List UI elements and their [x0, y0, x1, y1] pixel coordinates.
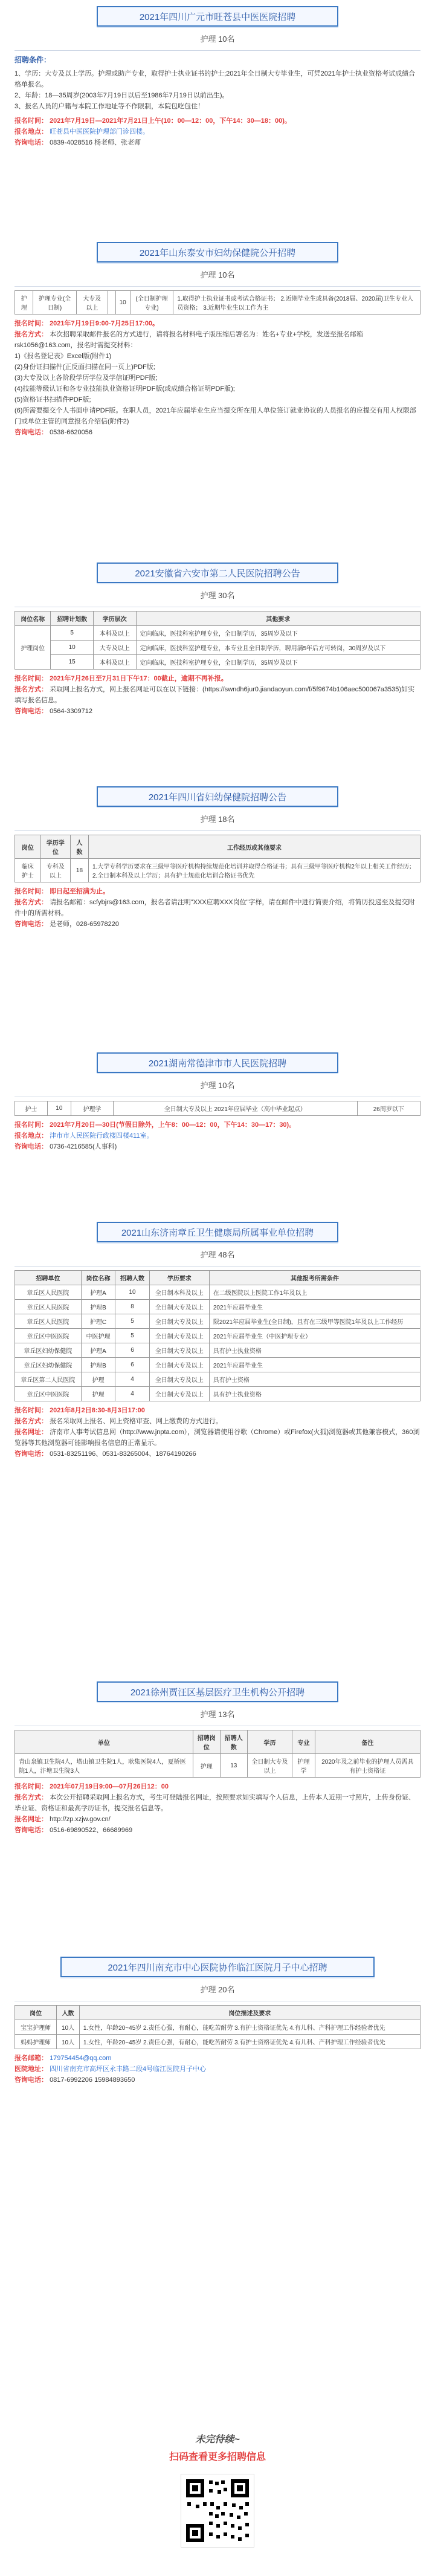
- section-8-phone-label: 咨询电话：: [14, 2076, 48, 2084]
- section-8-phone-value: 0817-6992206 15984893650: [50, 2076, 135, 2084]
- section-7-phone-label: 咨询电话：: [14, 1827, 48, 1834]
- section-1-place: [14, 126, 420, 137]
- table-cell: 章丘区妇幼保健院: [15, 1358, 82, 1372]
- table-cell: 妈妈护理师: [15, 2035, 57, 2049]
- table-header: 学历层次: [94, 611, 137, 626]
- section-1-place-label: 报名地点：: [14, 128, 48, 135]
- table-cell: 护理A: [81, 1343, 115, 1358]
- table-cell: 定向临床，医技科室护理专业，全日制学历，35周岁及以下: [136, 655, 420, 670]
- table-cell: 护理: [193, 1754, 220, 1778]
- qr-code-image[interactable]: [181, 2474, 254, 2548]
- section-6-time-label: 报名时间：: [14, 1407, 48, 1414]
- section-2-time: [14, 318, 420, 329]
- section-3-time-value: 2021年7月26日至7月31日下午17：00截止，逾期不再补报。: [50, 675, 228, 682]
- section-8-email-value[interactable]: 179754454@qq.com: [50, 2055, 112, 2062]
- divider: [14, 50, 420, 51]
- table-row: [15, 1343, 420, 1358]
- section-2: [0, 242, 435, 438]
- table-header-row: [15, 2006, 420, 2020]
- table-cell: 4: [115, 1372, 149, 1387]
- table-cell: 护理: [15, 291, 33, 315]
- table-header: 专业: [292, 1730, 315, 1754]
- section-1-time-value: 2021年7月19日—2021年7月21日上午(10：00—12：00，下午14：30—18：00)。: [50, 117, 291, 125]
- section-6-phone-label: 咨询电话：: [14, 1450, 48, 1458]
- section-3-time-label: 报名时间：: [14, 675, 48, 682]
- section-4-method: [14, 897, 420, 919]
- section-5-place-label: 报名地点：: [14, 1132, 48, 1140]
- table-header: 人数: [71, 835, 89, 859]
- table-cell: 全日制大专及以上: [247, 1754, 292, 1778]
- section-1-cond-label: 招聘条件：: [14, 56, 51, 64]
- table-cell: 章丘区第二人民医院: [15, 1372, 82, 1387]
- table-cell: 10: [47, 1101, 71, 1116]
- section-2-time-value: 2021年7月19日9:00-7月25日17:00。: [50, 320, 160, 327]
- table-cell: 2020年及之前毕业的护理人员需具有护士资格证: [315, 1754, 420, 1778]
- section-5-place: [14, 1130, 420, 1141]
- section-4-time-label: 报名时间：: [14, 888, 48, 895]
- table-cell: 全日制大专及以上: [149, 1343, 209, 1358]
- table-cell: 全日制大专及以上 2021年应届毕业（高中毕业起点）: [113, 1101, 357, 1116]
- footer-subtitle: 扫码查看更多招聘信息: [169, 2452, 266, 2462]
- table-cell: 宝宝护理师: [15, 2020, 57, 2035]
- table-header: 招聘人数: [115, 1271, 149, 1285]
- table-cell: (全日制护理专业): [130, 291, 173, 315]
- section-8-addr: [14, 2064, 420, 2075]
- table-cell: 全日制大专及以上: [149, 1329, 209, 1343]
- table-cell: 章丘区中医医院: [15, 1329, 82, 1343]
- section-3-phone-value: 0564-3309712: [50, 708, 93, 715]
- section-7: [0, 1681, 435, 1836]
- table-cell: 10: [115, 291, 130, 315]
- table-cell: 护理B: [81, 1358, 115, 1372]
- table-cell: 临床护士: [15, 859, 41, 882]
- section-4-title: 2021年四川省妇幼保健院招聘公告: [97, 786, 338, 807]
- section-4-table: [14, 835, 420, 882]
- section-2-count: 护理 10名: [200, 270, 235, 279]
- section-8-email: [14, 2053, 420, 2064]
- section-3-method-value: 采取网上报名方式，网上报名网址可以在以下链接：(https://swndh6jur0.jiandaoyun.com/f/5f9674b106aec500067a3535)如实填写报名信息。: [14, 686, 415, 704]
- table-header-row: [15, 611, 420, 626]
- section-4-time: [14, 886, 420, 897]
- section-3-count: 护理 30名: [200, 591, 235, 600]
- section-3-method: [14, 684, 420, 706]
- table-cell: 专科及以上: [40, 859, 70, 882]
- table-row: [15, 1285, 420, 1300]
- section-7-count: 护理 13名: [200, 1710, 235, 1719]
- section-7-method: [14, 1792, 420, 1814]
- section-5-place-value: 津市市人民医院行政楼四楼411室。: [50, 1132, 153, 1140]
- section-8-email-label: 报名邮箱：: [14, 2055, 48, 2062]
- table-cell: 10人: [57, 2020, 80, 2035]
- table-row: [15, 1387, 420, 1401]
- table-header: 单位: [15, 1730, 193, 1754]
- table-cell: 护理: [81, 1372, 115, 1387]
- section-3-method-label: 报名方式：: [14, 686, 48, 693]
- table-row: [15, 1358, 420, 1372]
- table-header: 岗位: [15, 2006, 57, 2020]
- table-cell: 定向临床，医技科室护理专业，本专业且全日制学历，聘用满5年后方可转岗，30周岁及以下: [136, 641, 420, 655]
- section-7-table: [14, 1730, 420, 1778]
- section-2-material-3: (3)大专及以上各阶段学历学位及学信证明PDF版;: [14, 374, 158, 382]
- table-cell: 10人: [57, 2035, 80, 2049]
- table-header: 岗位描述及要求: [79, 2006, 420, 2020]
- section-8-count: 护理 20名: [200, 1985, 235, 1994]
- table-header-row: [15, 1730, 420, 1754]
- section-5-phone-value: 0736-4216585(人事科): [50, 1143, 117, 1150]
- table-row: [15, 655, 420, 670]
- table-cell: 1.大学专科学历要求在三级甲等医疗机构持续规范化培训并取得合格证书；具有三级甲等医疗机构2年以上相关工作经历； 2.全日制本科及以上学历；具有护士规范化培训合格证书优先: [88, 859, 420, 882]
- section-6-method-label: 报名方式：: [14, 1418, 48, 1425]
- section-6-time: [14, 1405, 420, 1416]
- section-6-count: 护理 48名: [200, 1250, 235, 1259]
- table-cell: 全日制大专及以上: [149, 1300, 209, 1314]
- section-1-count: 护理 10名: [200, 34, 235, 44]
- section-1-phone: [14, 137, 420, 148]
- table-cell: 全日制大专及以上: [149, 1314, 209, 1329]
- section-6-table: [14, 1270, 420, 1401]
- table-cell: 10: [51, 641, 94, 655]
- section-8-addr-value: 四川省南充市高坪区永丰路二段4号临江医院月子中心: [50, 2066, 207, 2073]
- section-8-title: 2021年四川南充市中心医院协作临江医院月子中心招聘: [60, 1957, 375, 1977]
- section-2-material-6: (6)所需要提交个人书面申请PDF版。在职人员，2021年应届毕业生应当提交所在用人单位签订就业协议的人员报名的应提交有用人权限部门或单位主管的同意报名介绍信(附件2): [14, 407, 416, 425]
- table-cell: 护理学: [292, 1754, 315, 1778]
- section-8-table: [14, 2005, 420, 2049]
- section-3-phone: [14, 706, 420, 717]
- table-cell: 护理岗位: [15, 626, 51, 670]
- section-2-phone-value: 0538-6620056: [50, 429, 93, 436]
- table-cell: 限2021年应届毕业生(全日制)，且有在三级甲等医院1年及以上工作经历: [209, 1314, 420, 1329]
- table-cell: 1.女性，年龄20~45岁 2.责任心强，有耐心，能吃苦耐劳 3.有护士资格证优先 4.有儿科、产科护理工作经验者优先: [79, 2020, 420, 2035]
- table-header-row: [15, 835, 420, 859]
- section-6-method-value: 报名采取网上报名、网上资格审查、网上缴费的方式进行。: [50, 1418, 223, 1425]
- table-cell: 5: [115, 1329, 149, 1343]
- section-6-time-value: 2021年8月2日8:30-8月3日17:00: [50, 1407, 145, 1414]
- section-4-phone-value: 是老师，028-65978220: [50, 921, 120, 928]
- section-2-phone: [14, 427, 420, 438]
- table-cell: 护士: [15, 1101, 48, 1116]
- table-header: 岗位: [15, 835, 41, 859]
- table-cell: 定向临床，医技科室护理专业，全日制学历，35周岁及以下: [136, 626, 420, 641]
- table-header: 学历要求: [149, 1271, 209, 1285]
- table-row: [15, 2035, 420, 2049]
- table-cell: 全日制大专及以上: [149, 1358, 209, 1372]
- table-cell: 2021年应届毕业生（中医护理专业）: [209, 1329, 420, 1343]
- table-header: 备注: [315, 1730, 420, 1754]
- table-cell: 护理B: [81, 1300, 115, 1314]
- section-5-phone-label: 咨询电话：: [14, 1143, 48, 1150]
- table-cell: 章丘区人民医院: [15, 1285, 82, 1300]
- table-cell: 在二级医院以上医院工作1年及以上: [209, 1285, 420, 1300]
- section-6-phone: [14, 1449, 420, 1459]
- section-5-title: 2021湖南常德津市市人民医院招聘: [97, 1052, 338, 1073]
- table-header: 人数: [57, 2006, 80, 2020]
- table-cell: 2021年应届毕业生: [209, 1300, 420, 1314]
- section-3-phone-label: 咨询电话：: [14, 708, 48, 715]
- table-cell: 青山泉镇卫生院4人，塔山镇卫生院1人，耿集医院4人，夏桥医院1人，汴塘卫生院3人: [15, 1754, 193, 1778]
- section-6-title: 2021山东济南章丘卫生健康局所属事业单位招聘: [97, 1222, 338, 1242]
- table-header: 岗位名称: [15, 611, 51, 626]
- section-7-url-value[interactable]: http://zp.xzjw.gov.cn/: [50, 1816, 111, 1823]
- section-4-phone: [14, 919, 420, 930]
- table-cell: 章丘区中医医院: [15, 1387, 82, 1401]
- table-header: 招聘人数: [220, 1730, 247, 1754]
- table-cell: 5: [51, 626, 94, 641]
- section-2-method-label: 报名方式：: [14, 331, 48, 338]
- section-5-table: [14, 1101, 420, 1116]
- section-1: [0, 6, 435, 148]
- table-cell: 8: [115, 1300, 149, 1314]
- table-cell: [108, 291, 115, 315]
- section-6-url-value[interactable]: 济南市人事考试信息网（http://www.jnpta.com），浏览器请使用谷歌（Chrome）或Firefox(火狐)浏览器或其他兼容模式，360浏览器等其他浏览器可能影响报名信息的正常显示。: [14, 1429, 420, 1447]
- table-cell: 护理: [81, 1387, 115, 1401]
- section-4-method-label: 报名方式：: [14, 899, 48, 906]
- section-2-material-1: 1)《报名登记表》Excel版(附件1): [14, 353, 112, 360]
- section-8: [0, 1957, 435, 2085]
- section-2-method-value: 本次招聘采取邮件报名的方式进行，请将报名材料电子版压缩后署名为：姓名+专业+学校，发送至报名邮箱rsk1056@163.com，报名时需提交材料：: [14, 331, 363, 349]
- table-cell: 10: [115, 1285, 149, 1300]
- table-row: [15, 1300, 420, 1314]
- table-header: 工作经历或其他要求: [88, 835, 420, 859]
- section-3-time: [14, 673, 420, 684]
- section-5-time: [14, 1120, 420, 1130]
- table-header-row: [15, 1271, 420, 1285]
- table-header: 其他报考所需条件: [209, 1271, 420, 1285]
- section-2-time-label: 报名时间：: [14, 320, 48, 327]
- section-7-url: [14, 1814, 420, 1825]
- table-cell: 本科及以上: [94, 626, 137, 641]
- section-7-time-label: 报名时间：: [14, 1783, 48, 1790]
- section-1-phone-value: 0839-4028516 杨老师、张老师: [50, 139, 141, 146]
- table-cell: 1.取得护士执业证书或考试合格证书； 2.近期毕业生或具备(2018届、2020届)卫生专业人员资格； 3.近期毕业生以工作为主: [173, 291, 420, 315]
- table-cell: 护理A: [81, 1285, 115, 1300]
- section-3-table: [14, 611, 420, 670]
- table-cell: 13: [220, 1754, 247, 1778]
- section-2-material-5: (5)资格证书扫描件PDF版;: [14, 396, 91, 403]
- section-1-place-value: 旺苍县中医医院护理部门诊四楼。: [50, 128, 150, 135]
- section-1-condition-3: 3、报名人员的户籍与本院工作地址等不作限制，本院包吃包住！: [14, 103, 205, 110]
- table-cell: 5: [115, 1314, 149, 1329]
- table-header: 学历学位: [40, 835, 70, 859]
- qr-code-icon: [181, 2474, 254, 2547]
- section-2-material-4: (4)技能等级认证和各专业技能执业资格证明PDF版(或成绩合格证明PDF版);: [14, 385, 235, 393]
- section-7-url-label: 报名网址：: [14, 1816, 48, 1823]
- table-row: [15, 2020, 420, 2035]
- section-2-title: 2021年山东泰安市妇幼保健院公开招聘: [97, 242, 338, 262]
- table-header: 岗位名称: [81, 1271, 115, 1285]
- table-cell: 18: [71, 859, 89, 882]
- table-header: 学历: [247, 1730, 292, 1754]
- table-cell: 大专及以上: [94, 641, 137, 655]
- section-2-table: [14, 290, 420, 315]
- section-3: [0, 562, 435, 717]
- section-5: [0, 1052, 435, 1152]
- section-1-phone-label: 咨询电话：: [14, 139, 48, 146]
- table-cell: 2021年应届毕业生: [209, 1358, 420, 1372]
- table-row: [15, 1314, 420, 1329]
- section-7-title: 2021徐州贾汪区基层医疗卫生机构公开招聘: [97, 1681, 338, 1702]
- section-4-phone-label: 咨询电话：: [14, 921, 48, 928]
- section-6-url-label: 报名网址：: [14, 1429, 48, 1436]
- section-5-phone: [14, 1141, 420, 1152]
- section-4-time-value: 即日起至招满为止。: [50, 888, 110, 895]
- section-6-url: [14, 1427, 420, 1449]
- table-cell: 26周岁以下: [357, 1101, 420, 1116]
- section-7-time: [14, 1781, 420, 1792]
- section-7-method-value: 本次公开招聘采取网上报名方式，考生可登陆报名网址，按照要求如实填写个人信息，上传本人近期一寸照片，上传身份证、毕业证、资格证和最高学历证书，提交报名信息等。: [14, 1794, 416, 1812]
- section-6-method: [14, 1416, 420, 1427]
- table-cell: 全日制大专及以上: [149, 1387, 209, 1401]
- table-header: 其他要求: [136, 611, 420, 626]
- section-1-title: 2021年四川广元市旺苍县中医医院招聘: [97, 6, 338, 27]
- footer-title: 未完待续~: [195, 2434, 240, 2445]
- table-row: [15, 291, 420, 315]
- section-2-phone-label: 咨询电话：: [14, 429, 48, 436]
- table-cell: 1.女性，年龄20~45岁 2.责任心强，有耐心，能吃苦耐劳 3.有护士资格证优先 4.有儿科、产科护理工作经验者优先: [79, 2035, 420, 2049]
- section-2-method: [14, 329, 420, 351]
- footer: [0, 2431, 435, 2548]
- table-cell: 具有护士资格: [209, 1372, 420, 1387]
- divider: [14, 1266, 420, 1267]
- table-cell: 中医护理: [81, 1329, 115, 1343]
- section-5-count: 护理 10名: [200, 1081, 235, 1090]
- table-row: [15, 641, 420, 655]
- section-7-time-value: 2021年07月19日9:00—07月26日12：00: [50, 1783, 169, 1790]
- section-4: [0, 786, 435, 930]
- table-cell: 具有护士执业资格: [209, 1387, 420, 1401]
- table-cell: 具有护士执业资格: [209, 1343, 420, 1358]
- section-2-material-2: (2)身份证扫描件(正反面扫描在同一页上)PDF版;: [14, 364, 155, 371]
- table-row: [15, 1372, 420, 1387]
- table-cell: 6: [115, 1343, 149, 1358]
- section-4-count: 护理 18名: [200, 815, 235, 824]
- table-row: [15, 859, 420, 882]
- table-cell: 章丘区人民医院: [15, 1300, 82, 1314]
- section-1-condition-2: 2、年龄：18—35周岁(2003年7月19日以后至1986年7月19日以前出生)。: [14, 92, 229, 99]
- divider: [14, 830, 420, 831]
- table-cell: 全日制大专及以上: [149, 1372, 209, 1387]
- section-6-phone-value: 0531-83251196、0531-83265004、18764190266: [50, 1450, 196, 1458]
- table-cell: 6: [115, 1358, 149, 1372]
- table-cell: 大专及以上: [76, 291, 108, 315]
- table-cell: 护理学: [71, 1101, 113, 1116]
- table-cell: 章丘区妇幼保健院: [15, 1343, 82, 1358]
- section-1-time-label: 报名时间：: [14, 117, 48, 125]
- table-row: [15, 1101, 420, 1116]
- table-header: 招聘单位: [15, 1271, 82, 1285]
- table-row: [15, 1754, 420, 1778]
- section-1-time: [14, 116, 420, 126]
- section-5-time-value: 2021年7月20日—30日(节假日除外，上午8：00—12：00，下午14：30—17：30)。: [50, 1121, 296, 1129]
- table-cell: 章丘区人民医院: [15, 1314, 82, 1329]
- table-header: 招聘岗位: [193, 1730, 220, 1754]
- table-cell: 护理专业(全日制): [33, 291, 77, 315]
- section-7-method-label: 报名方式：: [14, 1794, 48, 1801]
- section-4-method-value: 请报名邮箱：scfybjrs@163.com，报名者请注明"XXX应聘XXX岗位"字样，请在邮件中进行简要介绍，将简历投递至及提交附件中的所需材料。: [14, 899, 415, 917]
- section-3-title: 2021安徽省六安市第二人民医院招聘公告: [97, 562, 338, 583]
- section-8-phone: [14, 2075, 420, 2085]
- section-1-condition-1: 1、学历：大专及以上学历。护理或助产专业，取得护士执业证书的护士;2021年全日制大专毕业生，可凭2021年护士执业资格考试成绩合格单报名。: [14, 70, 416, 88]
- table-header: 招聘计划数: [51, 611, 94, 626]
- section-6: [0, 1222, 435, 1459]
- table-row: [15, 626, 420, 641]
- table-cell: 全日制本科及以上: [149, 1285, 209, 1300]
- divider: [14, 286, 420, 287]
- table-cell: 本科及以上: [94, 655, 137, 670]
- table-cell: 护理C: [81, 1314, 115, 1329]
- section-7-phone-value: 0516-69890522、66689969: [50, 1827, 133, 1834]
- section-7-phone: [14, 1825, 420, 1836]
- table-cell: 4: [115, 1387, 149, 1401]
- table-row: [15, 1329, 420, 1343]
- section-8-addr-label: 医院地址：: [14, 2066, 48, 2073]
- section-5-time-label: 报名时间：: [14, 1121, 48, 1129]
- table-cell: 15: [51, 655, 94, 670]
